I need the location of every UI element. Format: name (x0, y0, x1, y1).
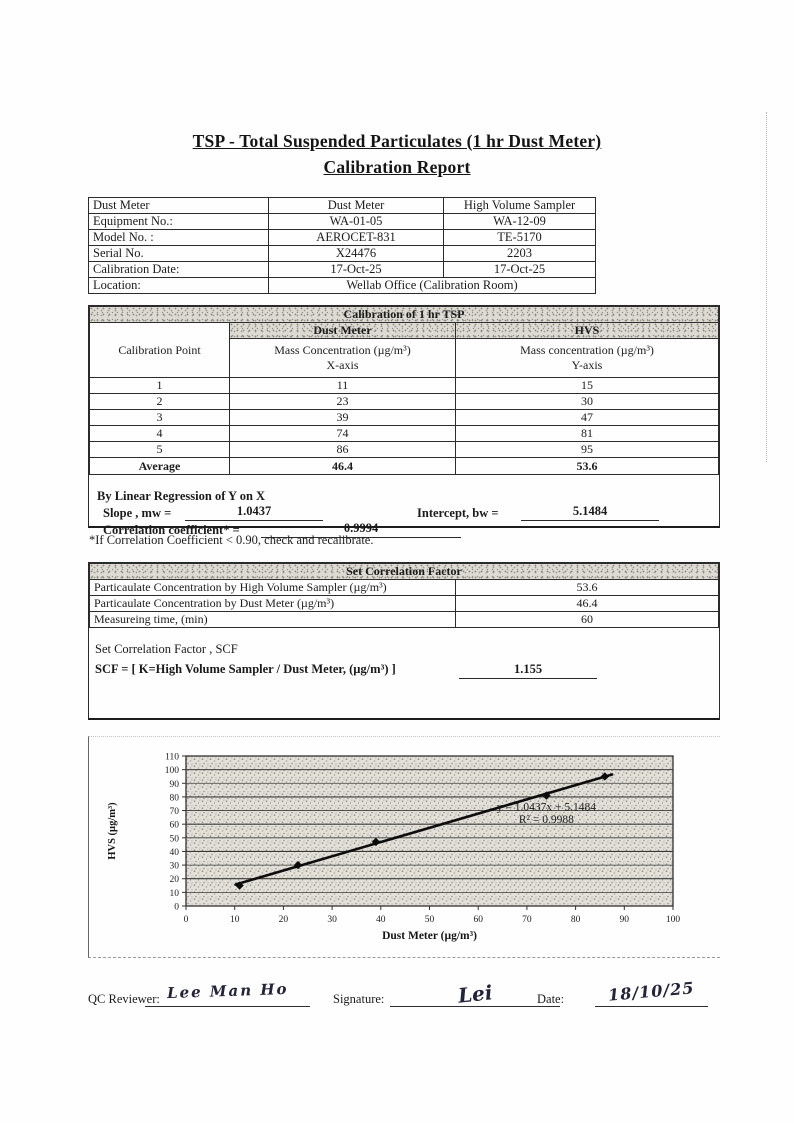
slope-value: 1.0437 (185, 504, 323, 521)
qc-reviewer-label: QC Reviewer: (88, 992, 160, 1006)
regression-heading: By Linear Regression of Y on X (97, 489, 266, 503)
table-row (90, 564, 719, 580)
equip-row-label: Calibration Date: (89, 262, 269, 278)
calibration-point-header: Calibration Point (90, 323, 230, 378)
cal-dust-value: 86 (230, 442, 456, 458)
scf-formula-block (89, 642, 719, 680)
report-title-line1: TSP - Total Suspended Particulates (1 hr Dust Meter) (192, 131, 602, 151)
x-axis-title: Dust Meter (µg/m³) (382, 930, 477, 942)
scf-row-value: 60 (456, 612, 719, 628)
correlation-label: Correlation coefficient* = (103, 523, 240, 537)
cal-dust-value: 23 (230, 394, 456, 410)
signoff-row (88, 978, 728, 1024)
cal-hvs-value: 15 (456, 378, 719, 394)
signature-handwriting: Lei (456, 980, 494, 1008)
date-line (595, 978, 708, 1007)
y-tick-label: 110 (165, 752, 179, 763)
equip-dust-value: X24476 (269, 246, 444, 262)
equip-row-label: Serial No. (89, 246, 269, 262)
equipment-info-table (88, 197, 596, 294)
table-row (90, 442, 719, 458)
equip-row-label: Model No. : (89, 230, 269, 246)
y-tick-label: 30 (169, 861, 179, 872)
y-tick-label: 100 (164, 766, 179, 777)
dust-subheader (230, 339, 456, 378)
y-axis-title: HVS (µg/m³) (107, 802, 118, 860)
equip-dust-value: 17-Oct-25 (269, 262, 444, 278)
equip-hvs-value: 2203 (444, 246, 596, 262)
cal-hvs-value: 81 (456, 426, 719, 442)
trendline-equation: y = 1.0437x + 5.1484 (496, 801, 596, 814)
x-tick-label: 40 (376, 915, 386, 925)
x-tick-label: 80 (570, 915, 581, 925)
equip-hvs-value: WA-12-09 (444, 214, 596, 230)
y-tick-label: 10 (169, 888, 179, 899)
qc-reviewer-handwriting: Lee Man Ho (166, 979, 289, 1003)
average-dust-value: 46.4 (230, 458, 456, 475)
dust-axis-text: X-axis (326, 358, 359, 372)
equip-row-label: Equipment No.: (89, 214, 269, 230)
table-row (90, 378, 719, 394)
cal-dust-value: 11 (230, 378, 456, 394)
y-tick-label: 50 (169, 834, 179, 845)
date-label: Date: (537, 992, 565, 1006)
x-tick-label: 0 (183, 915, 189, 925)
average-hvs-value: 53.6 (456, 458, 719, 475)
table-row (90, 410, 719, 426)
table-row (90, 323, 719, 339)
equip-location-value: Wellab Office (Calibration Room) (269, 278, 596, 294)
report-title-block (0, 128, 794, 180)
x-tick-label: 60 (473, 915, 483, 925)
dust-sub-text: Mass Concentration (µg/m³) (274, 343, 411, 357)
scf-value: 1.155 (459, 662, 597, 679)
slope-label: Slope , mw = (103, 506, 172, 520)
y-tick-label: 20 (169, 875, 179, 886)
table-row (89, 230, 596, 246)
hvs-header: HVS (456, 323, 719, 339)
equip-hvs-value: High Volume Sampler (444, 198, 596, 214)
hvs-sub-text: Mass concentration (µg/m³) (520, 343, 654, 357)
scf-formula-row (89, 660, 719, 680)
y-tick-label: 70 (169, 807, 179, 818)
scf-row-label: Measureing time, (min) (90, 612, 456, 628)
calibration-chart-svg (89, 737, 719, 957)
date-handwriting: 18/10/25 (607, 978, 696, 1005)
equip-dust-value: AEROCET-831 (269, 230, 444, 246)
cal-point: 4 (90, 426, 230, 442)
scf-row-label: Particaulate Concentration by Dust Meter (µg/m³) (90, 596, 456, 612)
equip-dust-value: Dust Meter (269, 198, 444, 214)
cal-point: 2 (90, 394, 230, 410)
table-row (90, 426, 719, 442)
y-tick-label: 60 (169, 820, 179, 831)
scf-row-value: 53.6 (456, 580, 719, 596)
scf-row-label: Particaulate Concentration by High Volume Sampler (µg/m³) (90, 580, 456, 596)
table-row (90, 596, 719, 612)
x-tick-label: 50 (424, 915, 435, 925)
cal-point: 3 (90, 410, 230, 426)
signature-line (390, 982, 560, 1007)
calibration-chart (88, 736, 720, 958)
cal-point: 5 (90, 442, 230, 458)
cal-hvs-value: 95 (456, 442, 719, 458)
average-label: Average (90, 458, 230, 475)
cal-dust-value: 39 (230, 410, 456, 426)
table-row (90, 394, 719, 410)
equip-hvs-value: TE-5170 (444, 230, 596, 246)
intercept-label: Intercept, bw = (417, 506, 499, 520)
scf-row-value: 46.4 (456, 596, 719, 612)
r-squared-label: R² = 0.9988 (518, 813, 574, 826)
hvs-subheader (456, 339, 719, 378)
equip-location-label: Location: (89, 278, 269, 294)
calibration-table-title: Calibration of 1 hr TSP (90, 307, 719, 323)
hvs-axis-text: Y-axis (571, 358, 603, 372)
y-tick-label: 0 (174, 902, 179, 913)
equip-row-label: Dust Meter (89, 198, 269, 214)
y-tick-label: 80 (169, 793, 179, 804)
x-tick-label: 20 (278, 915, 289, 925)
equip-dust-value: WA-01-05 (269, 214, 444, 230)
table-row (90, 612, 719, 628)
table-row (90, 307, 719, 323)
signature-label: Signature: (333, 992, 385, 1006)
intercept-value: 5.1484 (521, 504, 659, 521)
table-row (89, 198, 596, 214)
table-row (89, 278, 596, 294)
table-row (89, 246, 596, 262)
x-tick-label: 30 (327, 915, 337, 925)
calibration-table (89, 306, 719, 475)
cal-point: 1 (90, 378, 230, 394)
cal-hvs-value: 30 (456, 394, 719, 410)
scf-heading: Set Correlation Factor , SCF (95, 642, 238, 656)
x-tick-label: 90 (619, 915, 630, 925)
report-title-line2: Calibration Report (323, 157, 471, 177)
correlation-footnote: *If Correlation Coefficient < 0.90, check and recalibrate. (89, 533, 374, 547)
equip-hvs-value: 17-Oct-25 (444, 262, 596, 278)
scf-section (88, 562, 720, 720)
dust-meter-header: Dust Meter (230, 323, 456, 339)
y-tick-label: 90 (169, 779, 179, 790)
table-row (90, 580, 719, 596)
scf-table (89, 563, 719, 628)
table-row (89, 214, 596, 230)
qc-reviewer-line (145, 979, 310, 1007)
x-tick-label: 10 (229, 915, 240, 925)
calibration-section (88, 305, 720, 537)
y-tick-label: 40 (169, 847, 179, 858)
table-row (90, 458, 719, 475)
scf-table-title: Set Correlation Factor (90, 564, 719, 580)
x-tick-label: 70 (522, 915, 532, 925)
x-tick-label: 100 (665, 915, 681, 925)
scf-formula: SCF = [ K=High Volume Sampler / Dust Meter, (µg/m³) ] (95, 662, 396, 676)
correlation-value: 0.9994 (261, 521, 461, 538)
cal-hvs-value: 47 (456, 410, 719, 426)
cal-dust-value: 74 (230, 426, 456, 442)
table-row (89, 262, 596, 278)
